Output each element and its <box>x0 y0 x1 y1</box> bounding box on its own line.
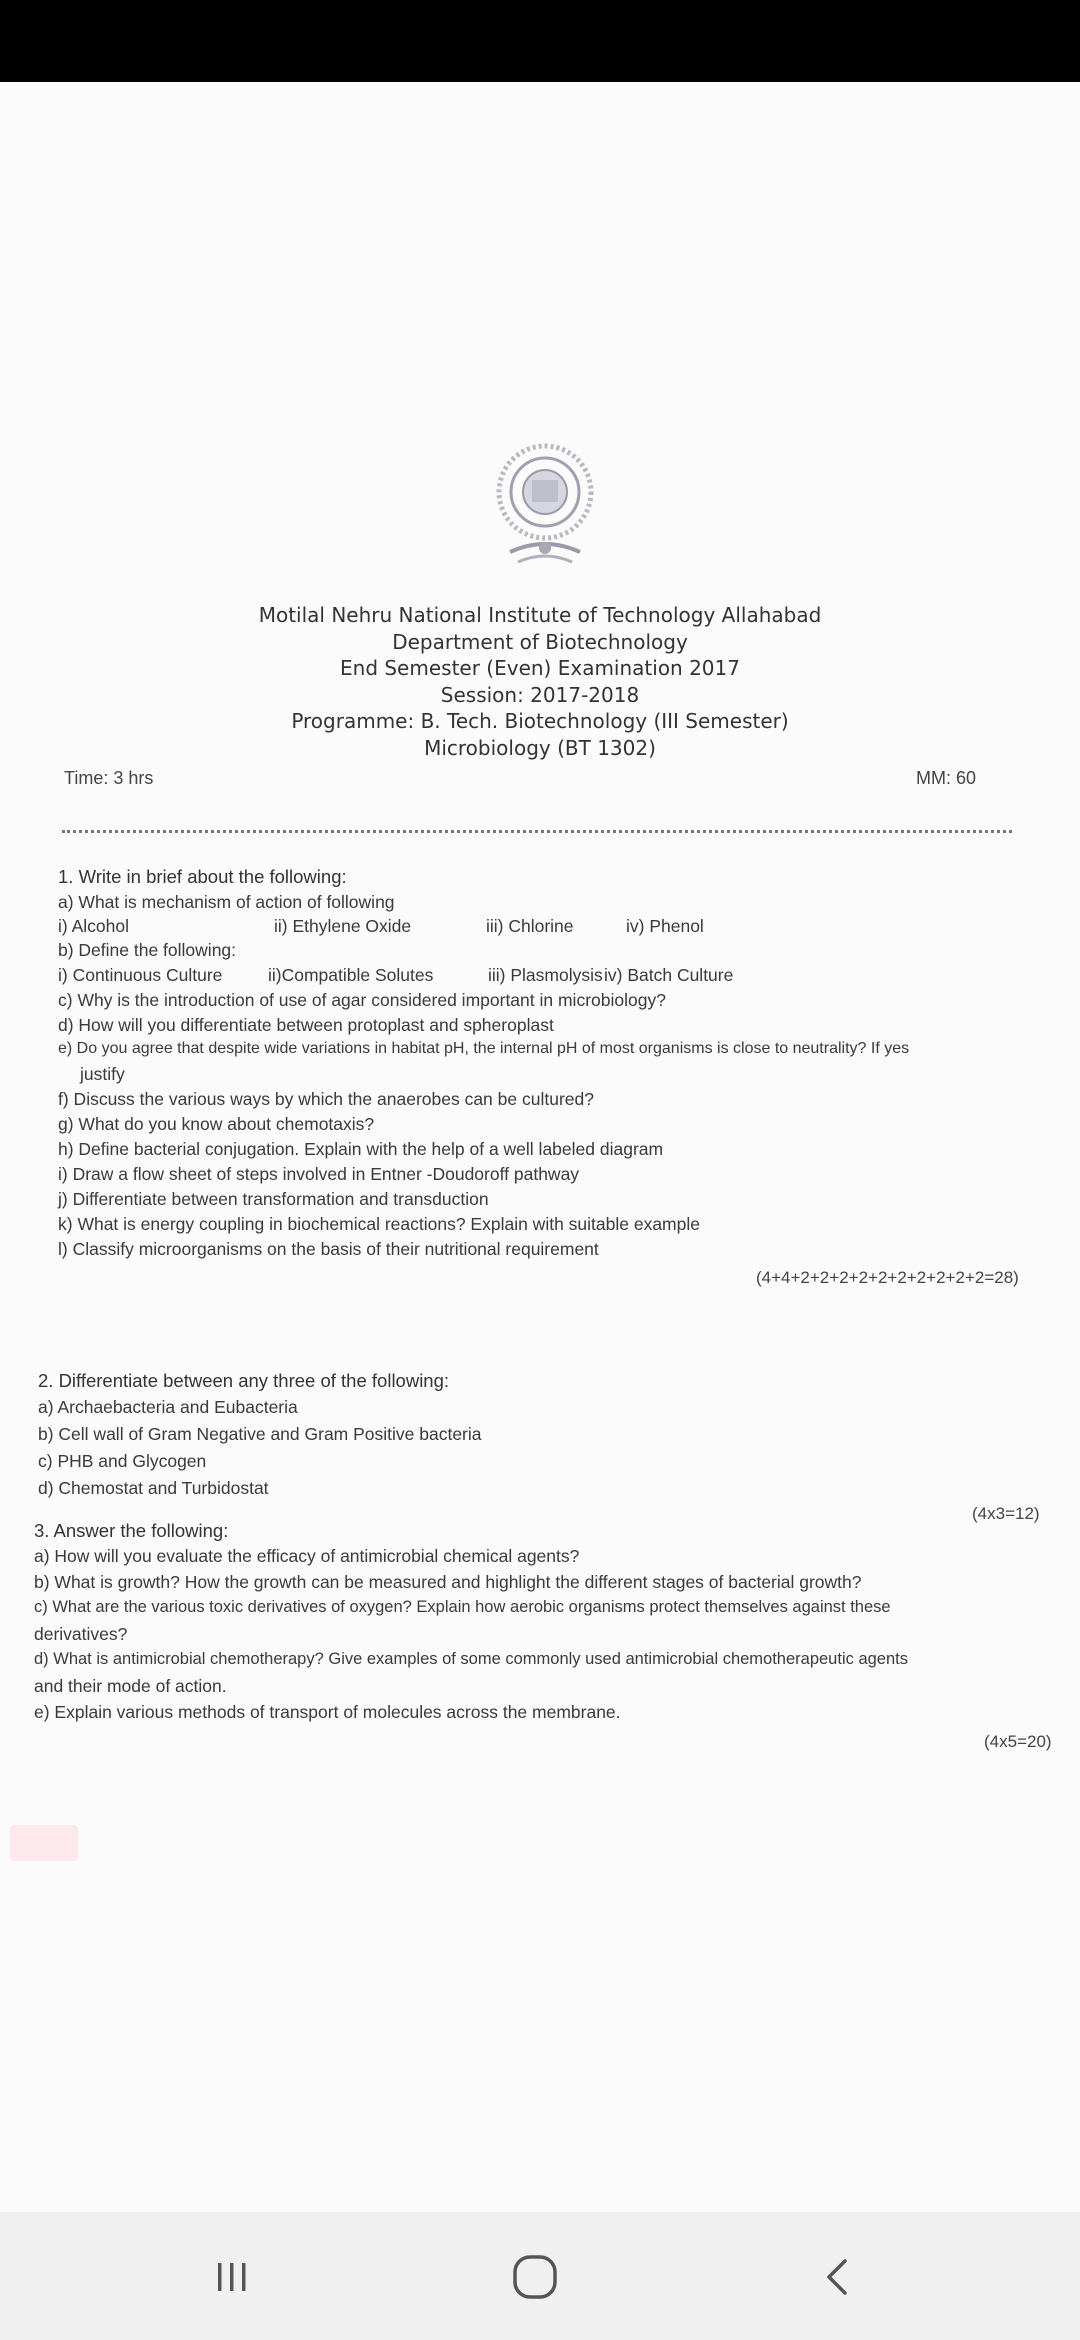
q2-b: b) Cell wall of Gram Negative and Gram Positive bacteria <box>38 1424 482 1444</box>
home-button[interactable] <box>500 2242 570 2312</box>
q3-d: d) What is antimicrobial chemotherapy? Give examples of some commonly used antimicrobial chemotherapeutic agents <box>34 1650 908 1668</box>
q2-c: c) PHB and Glycogen <box>38 1451 207 1471</box>
recents-icon <box>210 2255 254 2299</box>
q1-g: g) What do you know about chemotaxis? <box>58 1114 375 1134</box>
separator-line <box>62 830 1012 833</box>
q1-e: e) Do you agree that despite wide variations in habitat pH, the internal pH of most organisms is close to neutrality? If yes <box>58 1040 910 1057</box>
q1-h: h) Define bacterial conjugation. Explain with the help of a well labeled diagram <box>58 1139 664 1159</box>
q1-i: i) Draw a flow sheet of steps involved in Entner -Doudoroff pathway <box>58 1164 580 1184</box>
recents-button[interactable] <box>197 2242 267 2312</box>
q3-a: a) How will you evaluate the efficacy of antimicrobial chemical agents? <box>34 1546 580 1566</box>
q3-e: e) Explain various methods of transport of molecules across the membrane. <box>34 1702 621 1722</box>
q1-a-option: i) Alcohol <box>58 916 130 936</box>
q1-b: b) Define the following: <box>58 940 237 960</box>
institute-logo <box>490 440 600 580</box>
q1-b-option: iii) Plasmolysis <box>488 965 603 985</box>
q2-marks: (4x3=12) <box>972 1504 1040 1523</box>
course-name: Microbiology (BT 1302) <box>424 735 656 760</box>
q1-d: d) How will you differentiate between protoplast and spheroplast <box>58 1015 554 1035</box>
q1-b-option: i) Continuous Culture <box>58 965 223 985</box>
exam-time: Time: 3 hrs <box>64 768 154 788</box>
session: Session: 2017-2018 <box>440 682 640 707</box>
q1-a-option: ii) Ethylene Oxide <box>274 916 412 936</box>
institute-name: Motilal Nehru National Institute of Technology Allahabad <box>258 603 822 627</box>
q1-j: j) Differentiate between transformation and transduction <box>58 1189 489 1209</box>
q1-a-option: iii) Chlorine <box>486 916 574 936</box>
q1-a: a) What is mechanism of action of following <box>58 892 395 912</box>
q3-c-cont: derivatives? <box>34 1624 128 1644</box>
q3-b: b) What is growth? How the growth can be measured and highlight the different stages of bacterial growth? <box>34 1572 862 1592</box>
max-marks: MM: 60 <box>916 768 977 788</box>
q3-title: 3. Answer the following: <box>34 1520 229 1541</box>
q1-c: c) Why is the introduction of use of agar considered important in microbiology? <box>58 990 666 1010</box>
q1-l: l) Classify microorganisms on the basis of their nutritional requirement <box>58 1239 599 1259</box>
q3-marks: (4x5=20) <box>984 1732 1052 1751</box>
exam-name: End Semester (Even) Examination 2017 <box>340 656 740 680</box>
q1-title: 1. Write in brief about the following: <box>58 866 347 887</box>
q2-d: d) Chemostat and Turbidostat <box>38 1478 269 1498</box>
back-button[interactable] <box>802 2242 872 2312</box>
q3-d-cont: and their mode of action. <box>34 1676 227 1696</box>
q1-marks: (4+4+2+2+2+2+2+2+2+2+2+2=28) <box>756 1268 1019 1287</box>
home-icon <box>510 2252 560 2302</box>
q2-title: 2. Differentiate between any three of the following: <box>38 1370 450 1391</box>
q1-a-option: iv) Phenol <box>626 916 704 936</box>
status-bar <box>0 0 1080 82</box>
department-name: Department of Biotechnology <box>392 629 688 654</box>
q1-e-cont: justify <box>80 1064 125 1084</box>
programme: Programme: B. Tech. Biotechnology (III Semester) <box>291 709 789 733</box>
q2-a: a) Archaebacteria and Eubacteria <box>38 1397 298 1417</box>
page-tag <box>10 1825 78 1861</box>
exam-header <box>0 602 1080 761</box>
q1-b-option: iv) Batch Culture <box>604 965 734 985</box>
q1-b-option: ii)Compatible Solutes <box>268 965 434 985</box>
navigation-bar <box>0 2212 1080 2340</box>
q1-k: k) What is energy coupling in biochemical reactions? Explain with suitable example <box>58 1214 700 1234</box>
q1-f: f) Discuss the various ways by which the anaerobes can be cultured? <box>58 1089 594 1109</box>
q3-c: c) What are the various toxic derivatives of oxygen? Explain how aerobic organisms protect themselves against these <box>34 1598 891 1616</box>
back-icon <box>815 2255 859 2299</box>
